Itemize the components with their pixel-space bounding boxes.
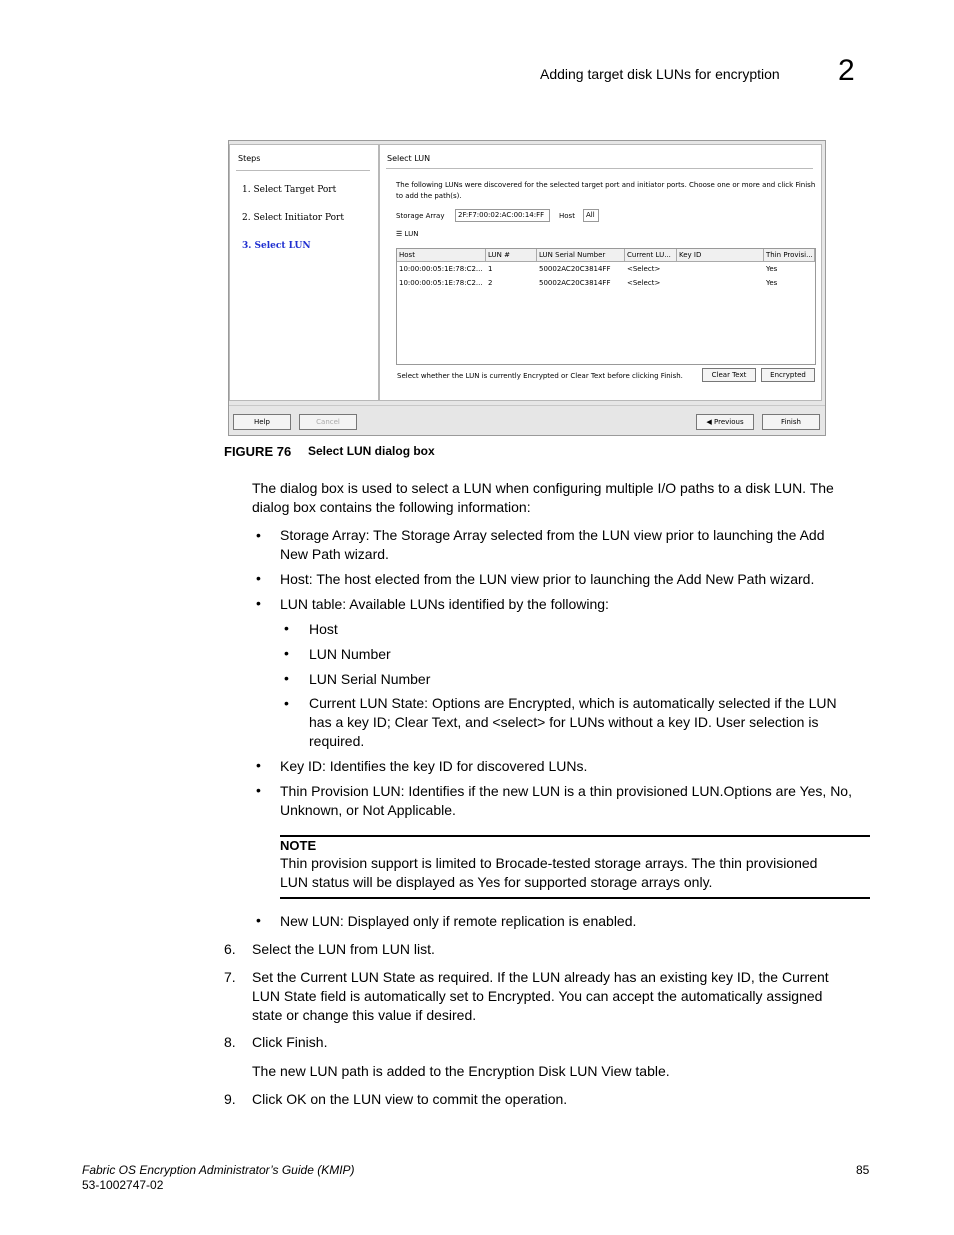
cell-host: 10:00:00:05:1E:78:C2... [399,265,483,273]
term: New LUN [280,913,340,929]
cell-lun-number: 1 [488,265,493,273]
list-item [280,570,870,589]
term: Clear Text [394,714,458,730]
list-item [280,526,870,564]
sub-item-lun-number: LUN Number [309,646,391,662]
step-8-result [252,1062,872,1081]
list-item [280,912,870,931]
text: : Identifies the key ID for discovered LUNs. [322,758,588,774]
step-select-lun[interactable]: 3. Select LUN [242,241,311,251]
text: Set the [252,969,301,985]
step-number: 9. [224,1091,236,1107]
text: , which is automatically selected if the LUN [571,695,837,711]
previous-button[interactable] [696,414,754,430]
list-item [280,595,870,614]
term: LUN [280,596,309,612]
text: : Displayed only if remote replication is enabled. [339,913,637,929]
sub-item-host: Host [309,621,338,637]
term: Key ID [280,758,323,774]
panel-description: The following LUNs were discovered for the selected target port and initiator ports. Choose one or more and click Finish to add the path(s). [396,181,816,200]
finish-button[interactable]: Finish [762,414,820,430]
text: The new LUN path is added to the [252,1063,469,1079]
footer-guide-title: Fabric OS Encryption Administrator’s Guide (KMIP) [82,1163,355,1177]
lun-list-icon: ☰ [396,230,403,238]
text: state or change this value if desired. [252,1007,477,1023]
text: , [822,783,831,799]
text: , or [338,802,363,818]
footer-doc-id: 53-1002747-02 [82,1178,164,1192]
step-number: 7. [224,969,236,985]
column-header-current-lun-state[interactable]: Current LU... [625,249,677,262]
column-header-lun-serial[interactable]: LUN Serial Number [537,249,625,262]
host-field[interactable]: All [583,209,599,222]
step-select-target-port[interactable]: 1. Select Target Port [242,185,337,195]
bullet-icon: • [256,570,261,586]
term: OK [286,1091,307,1107]
text: . [452,802,456,818]
cell-thin-provision: Yes [766,279,778,287]
text: Thin provision support is limited to Brocade-tested storage arrays. The thin provisioned [280,855,818,871]
text: , [848,783,852,799]
running-header-title: Adding target disk LUNs for encryption [540,66,780,82]
note-bottom-rule [280,897,870,899]
text: on the LUN view to commit the operation. [306,1091,568,1107]
storage-array-label: Storage Array [396,212,445,220]
step-number: 8. [224,1034,236,1050]
note-top-rule [280,835,870,837]
text: The Storage Array selected from the LUN view prior to launching the Add [369,527,825,543]
term: Current [781,969,829,985]
bullet-icon: • [256,757,261,773]
term: No [830,783,849,799]
column-header-key-id[interactable]: Key ID [677,249,764,262]
term: Encrypted [487,988,551,1004]
arrow-left-icon: ◀ [706,418,712,426]
text: : Options are [424,695,509,711]
note-heading: NOTE [280,838,317,853]
steps-panel [229,144,379,401]
cell-lun-number: 2 [488,279,493,287]
term: <select> [492,714,546,730]
text: Select the LUN from [252,941,382,957]
cell-thin-provision: Yes [766,265,778,273]
bullet-icon: • [256,595,261,611]
bullet-icon: • [256,912,261,928]
note-body [280,854,870,892]
term: Yes [799,783,823,799]
step-6 [252,940,872,959]
steps-heading: Steps [238,154,261,163]
term: Unknown [280,802,339,818]
term: Encryption Disk LUN View [468,1063,632,1079]
term: Host [280,571,309,587]
step-number: 6. [224,941,236,957]
text: LUN status will be displayed as [280,874,478,890]
text: list. [409,941,435,957]
term: Yes [477,874,501,890]
term: Current LUN State [309,695,425,711]
chapter-number: 2 [838,54,855,87]
lun-section [396,230,418,238]
storage-array-field[interactable]: 2F:F7:00:02:AC:00:14:FF [455,209,550,222]
term: Finish [286,1034,324,1050]
sub-item-lun-serial-number: LUN Serial Number [309,671,431,687]
text: as required. If the LUN already has an existing key ID, the [415,969,782,985]
lun-label: LUN [404,230,419,238]
text: , and [457,714,493,730]
text: : The host elected from the LUN view prior to launching the Add New Path wizard. [308,571,815,587]
cell-key-id [677,263,764,276]
select-lun-dialog-screenshot [228,140,826,436]
divider [386,168,813,169]
page-number: 85 [856,1163,870,1177]
step-9 [252,1090,872,1109]
list-item [280,782,872,820]
cell-lun-serial: 50002AC20C3814FF [539,265,611,273]
step-7 [252,968,872,1025]
term: Current LUN State [300,969,416,985]
previous-button-label: Previous [714,418,744,426]
cell-current-lun-state[interactable]: <Select> [627,279,661,287]
figure-caption: Select LUN dialog box [308,444,435,458]
select-hint: Select whether the LUN is currently Encrypted or Clear Text before clicking Finish. [397,372,683,380]
panel-title: Select LUN [387,154,431,163]
column-header-host[interactable]: Host [397,249,486,262]
text: Click [252,1034,287,1050]
column-header-thin-provision[interactable]: Thin Provisi... [764,249,815,262]
step-8 [252,1033,872,1052]
text: has a key ID; [309,714,395,730]
cancel-button[interactable]: Cancel [299,414,357,430]
text: : Identifies if the new LUN is a thin provisioned LUN.Options are [400,783,800,799]
sub-item-current-lun-state [309,694,871,751]
clear-text-button[interactable]: Clear Text [702,368,756,382]
term: LUN State [252,988,317,1004]
list-item [280,757,870,776]
bullet-icon: • [256,527,261,543]
intro-paragraph: The dialog box is used to select a LUN when configuring multiple I/O paths to a disk LUN. The dialog box contains the following information: [252,480,834,515]
term: Encrypted [508,695,572,711]
bullet-icon: • [284,620,289,636]
select-lun-panel [379,144,822,401]
term: Thin Provision LUN [280,783,401,799]
text: Click [252,1091,287,1107]
text: required. [309,733,365,749]
bullet-icon: • [284,670,289,686]
text: New Path wizard. [280,546,389,562]
text: for supported storage arrays only. [500,874,713,890]
step-select-initiator-port[interactable]: 2. Select Initiator Port [242,213,344,223]
lun-table[interactable] [396,248,816,365]
cell-current-lun-state[interactable]: <Select> [627,265,661,273]
text: . [323,1034,328,1050]
divider [236,170,370,171]
encrypted-button[interactable]: Encrypted [761,368,815,382]
help-button[interactable]: Help [233,414,291,430]
column-header-lun-number[interactable]: LUN # [486,249,537,262]
cell-host: 10:00:00:05:1E:78:C2... [399,279,483,287]
divider [229,405,825,406]
host-label: Host [559,212,575,220]
term: Not Applicable [362,802,453,818]
term: Storage Array: [280,527,370,543]
bullet-icon: • [256,782,261,798]
text: table. [631,1063,670,1079]
cell-lun-serial: 50002AC20C3814FF [539,279,611,287]
text: . You can accept the automatically assigned [550,988,823,1004]
cell-key-id [677,277,764,290]
figure-label: FIGURE 76 [224,444,292,459]
text: for LUNs without a key ID. User selection is [545,714,819,730]
bullet-icon: • [284,695,289,711]
bullet-icon: • [284,645,289,661]
text: table: Available LUNs identified by the following: [308,596,609,612]
term: LUN [381,941,410,957]
text: field is automatically set to [316,988,488,1004]
